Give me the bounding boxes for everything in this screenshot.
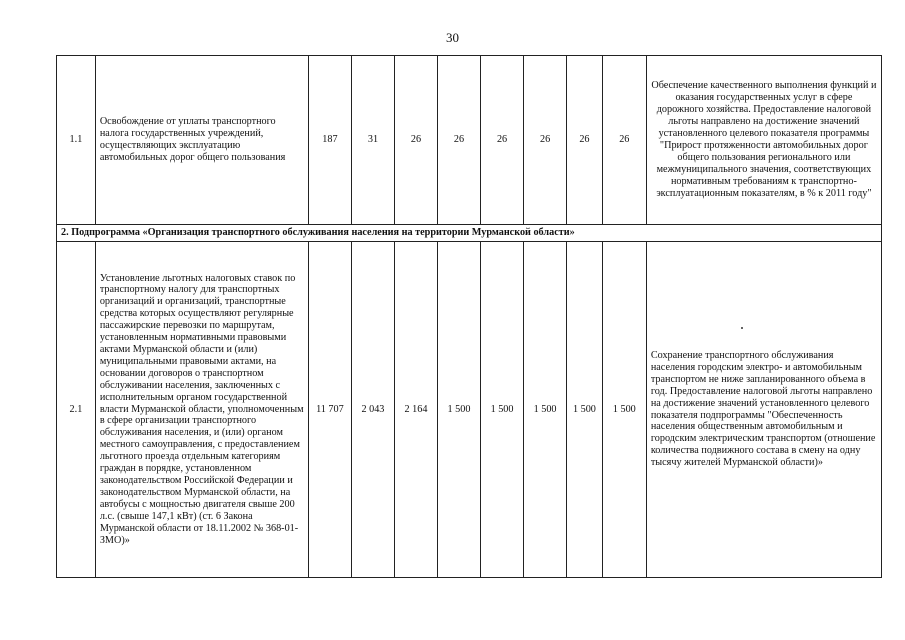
- value-cell: 2 043: [351, 242, 394, 578]
- row-note: Обеспечение качественного выполнения функций и оказания государственных услуг в сфере дорожного хозяйства. Предоставление налоговой льготы направлено на достижение значений установленного целевого показателя программы "Прирост протяженности автомобильных дорог общего пользования регионального или межмуниципального значения, соответствующих нормативным требованиям к транспортно-эксплуатационным показателям, в % к 2011 году": [646, 56, 881, 225]
- row-index: 1.1: [57, 56, 96, 225]
- value-cell: 1 500: [481, 242, 524, 578]
- row-note: Сохранение транспортного обслуживания населения городским электро- и автомобильным транспортом не ниже запланированного объема в год. Предоставление налоговой льготы направлено на достижение значений установленного целевого показателя подпрограммы "Обеспеченность населения общественным автомобильным и городским электрическим транспортом (отношение количества подвижного состава в смену на одну тысячу жителей Мурманской области)»: [646, 242, 881, 578]
- row-description: Установление льготных налоговых ставок по транспортному налогу для транспортных организаций и организаций, транспортные средства которых осуществляют регулярные пассажирские перевозки по маршрутам, установленным нормативными правовыми актами Мурманской области и (или) муниципальными правовыми актами, на основании договоров о транспортном обслуживании населения, заключенных с исполнительным органом государственной власти Мурманской области, уполномоченным в сфере организации транспортного обслуживания населения, и (или) органом местного самоуправления, с предоставлением льготного проезда отдельным категориям граждан в порядке, установленном законодательством Российской Федерации и законодательством Мурманской области, на автобусы с мощностью двигателя свыше 200 л.с. (свыше 147,1 кВт) (ст. 6 Закона Мурманской области от 18.11.2002 № 368-01-ЗМО)»: [95, 242, 308, 578]
- value-cell: 26: [567, 56, 603, 225]
- value-cell: 1 500: [437, 242, 480, 578]
- page-number: 30: [446, 30, 459, 45]
- value-cell: 1 500: [567, 242, 603, 578]
- value-cell: 26: [394, 56, 437, 225]
- value-cell: 26: [481, 56, 524, 225]
- table-row: [57, 56, 882, 225]
- tax-benefits-table: [56, 55, 882, 578]
- section-header-row: [57, 225, 882, 242]
- value-cell: 187: [308, 56, 351, 225]
- value-cell: 11 707: [308, 242, 351, 578]
- value-cell: 1 500: [602, 242, 646, 578]
- value-cell: 26: [437, 56, 480, 225]
- value-cell: 26: [602, 56, 646, 225]
- value-cell: 26: [524, 56, 567, 225]
- value-cell: 31: [351, 56, 394, 225]
- value-cell: 2 164: [394, 242, 437, 578]
- table-row: [57, 242, 882, 578]
- scan-speck: [741, 327, 743, 329]
- row-index: 2.1: [57, 242, 96, 578]
- section-title: 2. Подпрограмма «Организация транспортного обслуживания населения на территории Мурманской области»: [57, 225, 882, 242]
- row-description: Освобождение от уплаты транспортного налога государственных учреждений, осуществляющих эксплуатацию автомобильных дорог общего пользования: [95, 56, 308, 225]
- value-cell: 1 500: [524, 242, 567, 578]
